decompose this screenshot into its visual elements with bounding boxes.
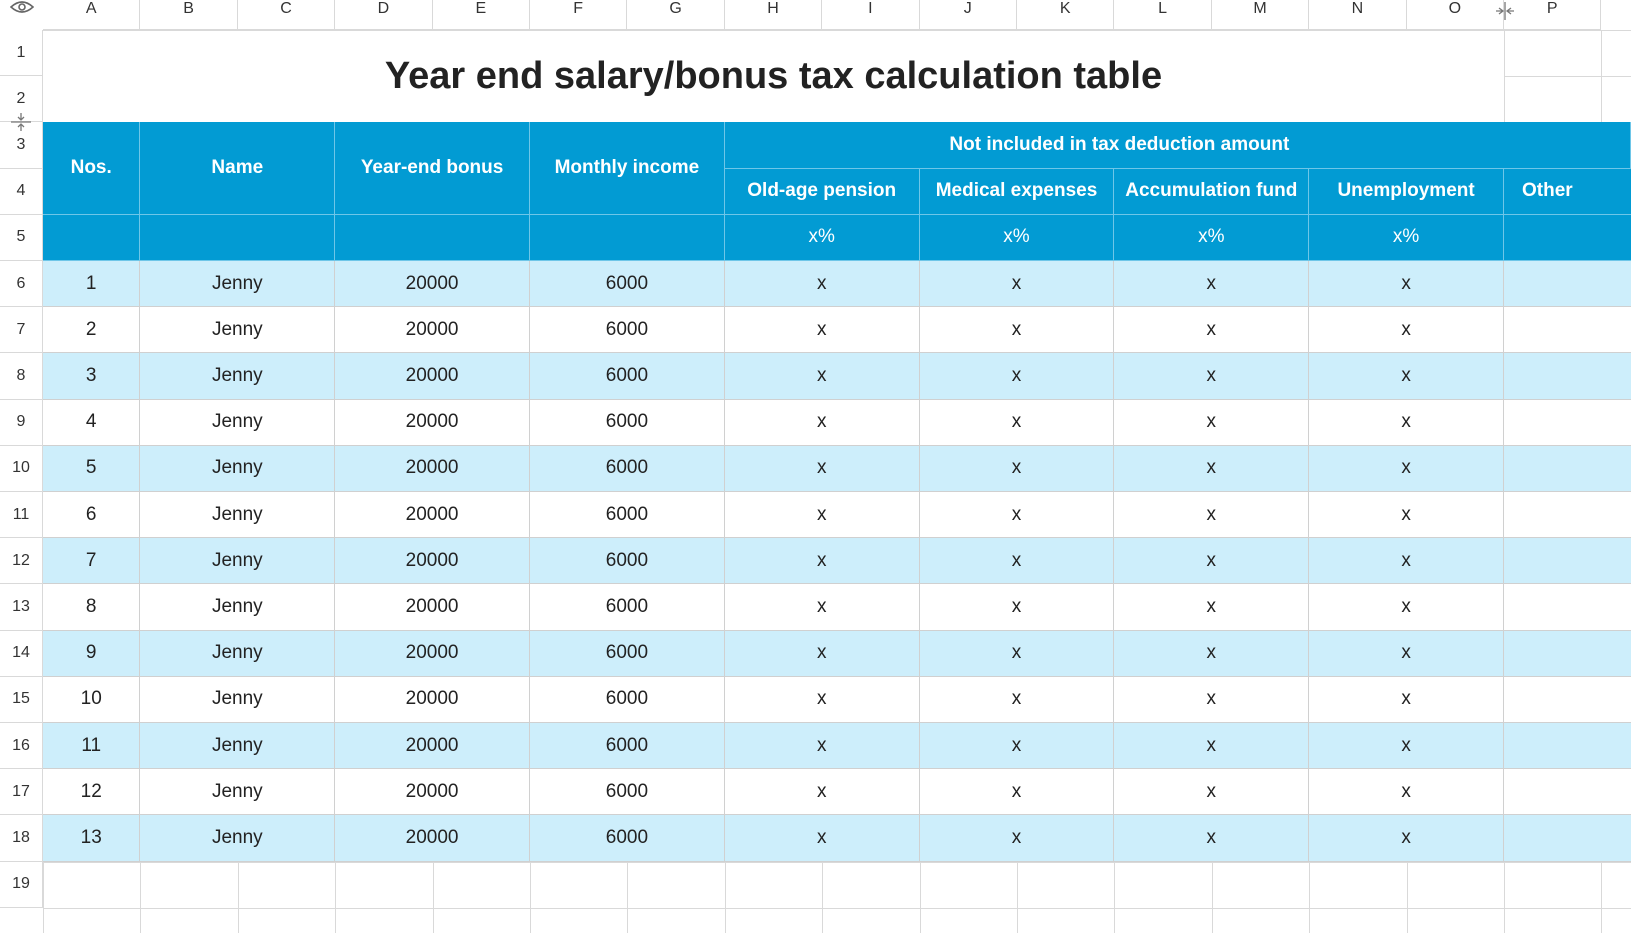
row-header-6[interactable]: 6 [0, 261, 43, 307]
cell-deduction-3[interactable]: x [1309, 769, 1504, 815]
cell-deduction-3[interactable]: x [1309, 631, 1504, 677]
cell-income[interactable]: 6000 [530, 815, 725, 861]
cell-nos[interactable]: 8 [43, 584, 140, 630]
header-rate-1: x% [920, 215, 1115, 261]
cell-deduction-1[interactable]: x [920, 584, 1115, 630]
cell-name[interactable]: Jenny [140, 446, 335, 492]
cell-income[interactable]: 6000 [530, 723, 725, 769]
cell-bonus[interactable]: 20000 [335, 769, 530, 815]
cell-deduction-4[interactable] [1504, 723, 1631, 769]
header-rate-0: x% [725, 215, 920, 261]
cell-deduction-3[interactable]: x [1309, 492, 1504, 538]
header-rate-blank [140, 215, 335, 261]
header-rate-2: x% [1114, 215, 1309, 261]
row-header-9[interactable]: 9 [0, 400, 43, 446]
cell-income[interactable]: 6000 [530, 307, 725, 353]
cell-deduction-4[interactable] [1504, 492, 1631, 538]
cell-deduction-0[interactable]: x [725, 446, 920, 492]
cell-bonus[interactable]: 20000 [335, 400, 530, 446]
header-not-included-group: Not included in tax deduction amount [725, 122, 1631, 168]
column-header-F[interactable]: F [530, 0, 627, 30]
row-header-18[interactable]: 18 [0, 815, 43, 861]
cell-deduction-2[interactable]: x [1114, 631, 1309, 677]
grid-line-horizontal [43, 862, 1631, 863]
cell-bonus[interactable]: 20000 [335, 353, 530, 399]
cell-name[interactable]: Jenny [140, 400, 335, 446]
column-header-D[interactable]: D [335, 0, 432, 30]
cell-deduction-1[interactable]: x [920, 400, 1115, 446]
cell-deduction-4[interactable] [1504, 769, 1631, 815]
cell-deduction-0[interactable]: x [725, 400, 920, 446]
cell-bonus[interactable]: 20000 [335, 261, 530, 307]
cell-deduction-2[interactable]: x [1114, 677, 1309, 723]
cell-deduction-1[interactable]: x [920, 631, 1115, 677]
cell-name[interactable]: Jenny [140, 492, 335, 538]
row-header-14[interactable]: 14 [0, 631, 43, 677]
column-header-B[interactable]: B [140, 0, 237, 30]
cell-bonus[interactable]: 20000 [335, 307, 530, 353]
cell-nos[interactable]: 9 [43, 631, 140, 677]
column-header-G[interactable]: G [627, 0, 724, 30]
cell-deduction-4[interactable] [1504, 815, 1631, 861]
column-header-O[interactable]: O [1407, 0, 1504, 30]
column-header-K[interactable]: K [1017, 0, 1114, 30]
cell-deduction-4[interactable] [1504, 446, 1631, 492]
cell-deduction-4[interactable] [1504, 400, 1631, 446]
column-header-H[interactable]: H [725, 0, 822, 30]
cell-income[interactable]: 6000 [530, 353, 725, 399]
cell-deduction-0[interactable]: x [725, 584, 920, 630]
cell-name[interactable]: Jenny [140, 723, 335, 769]
cell-deduction-3[interactable]: x [1309, 400, 1504, 446]
cell-nos[interactable]: 1 [43, 261, 140, 307]
cell-deduction-0[interactable]: x [725, 307, 920, 353]
cell-deduction-0[interactable]: x [725, 815, 920, 861]
cell-deduction-0[interactable]: x [725, 538, 920, 584]
cell-deduction-2[interactable]: x [1114, 492, 1309, 538]
header-name: Name [140, 122, 335, 214]
cell-deduction-1[interactable]: x [920, 446, 1115, 492]
row-header-19[interactable]: 19 [0, 862, 43, 908]
cell-nos[interactable]: 5 [43, 446, 140, 492]
row-header-8[interactable]: 8 [0, 353, 43, 399]
cell-deduction-1[interactable]: x [920, 677, 1115, 723]
grid-line-horizontal [43, 908, 1631, 909]
cell-deduction-3[interactable]: x [1309, 584, 1504, 630]
cell-nos[interactable]: 4 [43, 400, 140, 446]
cell-deduction-3[interactable]: x [1309, 677, 1504, 723]
cell-deduction-0[interactable]: x [725, 261, 920, 307]
cell-deduction-1[interactable]: x [920, 492, 1115, 538]
cell-nos[interactable]: 6 [43, 492, 140, 538]
row-header-4[interactable]: 4 [0, 169, 43, 215]
cell-deduction-4[interactable] [1504, 584, 1631, 630]
cell-bonus[interactable]: 20000 [335, 677, 530, 723]
cell-bonus[interactable]: 20000 [335, 492, 530, 538]
cell-bonus[interactable]: 20000 [335, 584, 530, 630]
cell-name[interactable]: Jenny [140, 353, 335, 399]
cell-deduction-4[interactable] [1504, 307, 1631, 353]
cell-deduction-2[interactable]: x [1114, 307, 1309, 353]
page-title: Year end salary/bonus tax calculation table [43, 31, 1504, 122]
header-sub-0: Old-age pension [725, 169, 920, 215]
row-header-16[interactable]: 16 [0, 723, 43, 769]
cell-deduction-2[interactable]: x [1114, 353, 1309, 399]
cell-income[interactable]: 6000 [530, 584, 725, 630]
header-sub-4: Other [1504, 169, 1631, 215]
column-header-L[interactable]: L [1114, 0, 1211, 30]
row-header-11[interactable]: 11 [0, 492, 43, 538]
cell-deduction-1[interactable]: x [920, 353, 1115, 399]
header-rate-3: x% [1309, 215, 1504, 261]
column-header-J[interactable]: J [920, 0, 1017, 30]
column-header-C[interactable]: C [238, 0, 335, 30]
column-header-P[interactable]: P [1504, 0, 1601, 30]
cell-bonus[interactable]: 20000 [335, 815, 530, 861]
row-header-15[interactable]: 15 [0, 677, 43, 723]
header-rate-blank [43, 215, 140, 261]
cell-name[interactable]: Jenny [140, 261, 335, 307]
cell-deduction-2[interactable]: x [1114, 584, 1309, 630]
cell-deduction-2[interactable]: x [1114, 723, 1309, 769]
header-rate-blank [335, 215, 530, 261]
cell-income[interactable]: 6000 [530, 400, 725, 446]
cell-nos[interactable]: 10 [43, 677, 140, 723]
cell-deduction-1[interactable]: x [920, 261, 1115, 307]
cell-name[interactable]: Jenny [140, 631, 335, 677]
header-year-end-bonus: Year-end bonus [335, 122, 530, 214]
cell-nos[interactable]: 3 [43, 353, 140, 399]
cell-deduction-1[interactable]: x [920, 769, 1115, 815]
cell-deduction-2[interactable]: x [1114, 400, 1309, 446]
header-nos: Nos. [43, 122, 140, 214]
row-header-7[interactable]: 7 [0, 307, 43, 353]
cell-deduction-2[interactable]: x [1114, 769, 1309, 815]
header-sub-1: Medical expenses [920, 169, 1115, 215]
cell-name[interactable]: Jenny [140, 769, 335, 815]
cell-nos[interactable]: 13 [43, 815, 140, 861]
cell-name[interactable]: Jenny [140, 307, 335, 353]
cell-deduction-4[interactable] [1504, 353, 1631, 399]
header-sub-3: Unemployment [1309, 169, 1504, 215]
row-resize-icon[interactable] [8, 111, 34, 133]
cell-bonus[interactable]: 20000 [335, 446, 530, 492]
column-header-I[interactable]: I [822, 0, 919, 30]
cell-name[interactable]: Jenny [140, 538, 335, 584]
column-header-A[interactable]: A [43, 0, 140, 30]
cell-bonus[interactable]: 20000 [335, 631, 530, 677]
row-header-13[interactable]: 13 [0, 584, 43, 630]
column-resize-icon[interactable] [1492, 0, 1518, 22]
row-header-17[interactable]: 17 [0, 769, 43, 815]
cell-nos[interactable]: 11 [43, 723, 140, 769]
cell-bonus[interactable]: 20000 [335, 723, 530, 769]
cell-deduction-2[interactable]: x [1114, 815, 1309, 861]
column-header-N[interactable]: N [1309, 0, 1406, 30]
cell-deduction-0[interactable]: x [725, 353, 920, 399]
cell-deduction-3[interactable]: x [1309, 261, 1504, 307]
cell-deduction-4[interactable] [1504, 261, 1631, 307]
row-header-3[interactable]: 3 [0, 122, 43, 168]
cell-deduction-3[interactable]: x [1309, 723, 1504, 769]
eye-icon[interactable] [0, 0, 43, 30]
cell-name[interactable]: Jenny [140, 677, 335, 723]
cell-deduction-1[interactable]: x [920, 307, 1115, 353]
row-header-5[interactable]: 5 [0, 215, 43, 261]
cell-deduction-3[interactable]: x [1309, 538, 1504, 584]
cell-deduction-4[interactable] [1504, 631, 1631, 677]
cell-income[interactable]: 6000 [530, 446, 725, 492]
cell-deduction-2[interactable]: x [1114, 446, 1309, 492]
cell-deduction-3[interactable]: x [1309, 353, 1504, 399]
row-header-12[interactable]: 12 [0, 538, 43, 584]
cell-income[interactable]: 6000 [530, 492, 725, 538]
header-sub-2: Accumulation fund [1114, 169, 1309, 215]
header-monthly-income: Monthly income [530, 122, 725, 214]
cell-income[interactable]: 6000 [530, 631, 725, 677]
cell-bonus[interactable]: 20000 [335, 538, 530, 584]
cell-deduction-1[interactable]: x [920, 815, 1115, 861]
cell-name[interactable]: Jenny [140, 815, 335, 861]
column-header-M[interactable]: M [1212, 0, 1309, 30]
cell-deduction-2[interactable]: x [1114, 538, 1309, 584]
cell-deduction-0[interactable]: x [725, 723, 920, 769]
cell-income[interactable]: 6000 [530, 769, 725, 815]
row-header-2[interactable]: 2 [0, 76, 43, 122]
cell-deduction-4[interactable] [1504, 538, 1631, 584]
cell-deduction-0[interactable]: x [725, 631, 920, 677]
cell-deduction-3[interactable]: x [1309, 307, 1504, 353]
cell-nos[interactable]: 12 [43, 769, 140, 815]
cell-deduction-2[interactable]: x [1114, 261, 1309, 307]
cell-income[interactable]: 6000 [530, 677, 725, 723]
cell-deduction-0[interactable]: x [725, 769, 920, 815]
cell-deduction-0[interactable]: x [725, 677, 920, 723]
header-rate-blank [530, 215, 725, 261]
row-header-1[interactable]: 1 [0, 30, 43, 76]
cell-deduction-0[interactable]: x [725, 492, 920, 538]
cell-income[interactable]: 6000 [530, 261, 725, 307]
column-header-E[interactable]: E [433, 0, 530, 30]
cell-nos[interactable]: 2 [43, 307, 140, 353]
row-header-10[interactable]: 10 [0, 446, 43, 492]
cell-deduction-1[interactable]: x [920, 538, 1115, 584]
cell-deduction-4[interactable] [1504, 677, 1631, 723]
cell-deduction-3[interactable]: x [1309, 815, 1504, 861]
cell-deduction-1[interactable]: x [920, 723, 1115, 769]
cell-income[interactable]: 6000 [530, 538, 725, 584]
header-rate-4 [1504, 215, 1631, 261]
cell-deduction-3[interactable]: x [1309, 446, 1504, 492]
cell-nos[interactable]: 7 [43, 538, 140, 584]
cell-name[interactable]: Jenny [140, 584, 335, 630]
